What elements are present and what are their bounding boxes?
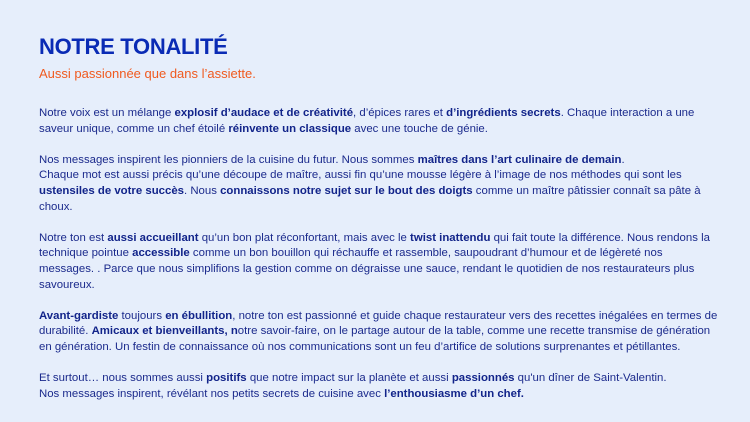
text: Nos messages inspirent, révélant nos petits secrets de cuisine avec: [39, 387, 385, 400]
text: otre savoir-faire, on le partage autour de la table, comme une recette transmise de génération en génération. Un festin de connaissance où nos communications sont un feu d’artifice de solutions surprenantes et pétillantes.: [39, 325, 711, 353]
text: , d’épices rares et: [353, 107, 447, 119]
text: . Nous: [184, 184, 221, 197]
bold-text: Avant-gardiste: [39, 309, 119, 322]
bold-text: accessible: [132, 247, 190, 260]
text: qu'un dîner de Saint-Valentin.: [514, 372, 667, 385]
paragraph: [39, 153, 719, 215]
bold-text: maîtres dans l’art culinaire de demain: [417, 153, 622, 166]
text: toujours: [118, 309, 166, 322]
body-text: [39, 106, 719, 402]
text: Chaque mot est aussi précis qu’une découpe de maître, aussi fin qu’une mousse légère à l’image de nos méthodes qui sont les: [39, 169, 682, 182]
bold-text: passionnés: [451, 372, 515, 385]
paragraph: [39, 231, 719, 293]
bold-text: explosif d’audace et de créativité: [174, 107, 354, 119]
bold-text: connaissons notre sujet sur le bout des doigts: [220, 184, 473, 197]
text: Et surtout… nous sommes aussi: [39, 372, 207, 385]
text: .: [621, 153, 625, 166]
text: comme un maître pâtissier connaît sa pâte à choux.: [39, 184, 701, 213]
text: Notre ton est: [39, 231, 108, 244]
bold-text: réinvente un classique: [228, 122, 352, 135]
bold-text: l’enthousiasme d’un chef.: [384, 387, 524, 400]
text: Nos messages inspirent les pionniers de la cuisine du futur. Nous sommes: [39, 153, 418, 166]
text: , notre ton est passionné et guide chaque restaurateur vers des recettes inégalées en termes de durabilité.: [39, 309, 718, 338]
text: comme un bon bouillon qui réchauffe et rassemble, saupoudrant d’humour et de légèreté nos messages. . Parce que nous simplifions la gestion comme on dégraisse une sauce, rendant le quotidien de nos restaurateurs plus savoureux.: [39, 247, 695, 291]
bold-text: positifs: [206, 372, 247, 385]
text: que notre impact sur la planète et aussi: [246, 372, 452, 385]
bold-text: aussi accueillant: [107, 231, 199, 244]
text: qui fait toute la différence. Nous rendons la technique pointue: [39, 231, 710, 260]
bold-text: d’ingrédients secrets: [446, 107, 561, 119]
bold-text: ustensiles de votre succès: [39, 184, 184, 197]
text: Notre voix est un mélange: [39, 107, 175, 119]
bold-text: twist inattendu: [410, 231, 491, 244]
paragraph: [39, 371, 719, 402]
text: avec une touche de génie.: [351, 122, 488, 135]
bold-text: Amicaux et bienveillants, n: [91, 325, 238, 338]
paragraph: [39, 106, 719, 137]
text: qu’un bon plat réconfortant, mais avec le: [198, 231, 411, 244]
bold-text: en ébullition: [165, 309, 233, 322]
slide-subtitle: Aussi passionnée que dans l’assiette.: [39, 66, 256, 81]
paragraph: [39, 309, 719, 356]
slide-title: NOTRE TONALITÉ: [39, 34, 228, 59]
text: . Chaque interaction a une saveur unique, comme un chef étoilé: [39, 107, 695, 135]
